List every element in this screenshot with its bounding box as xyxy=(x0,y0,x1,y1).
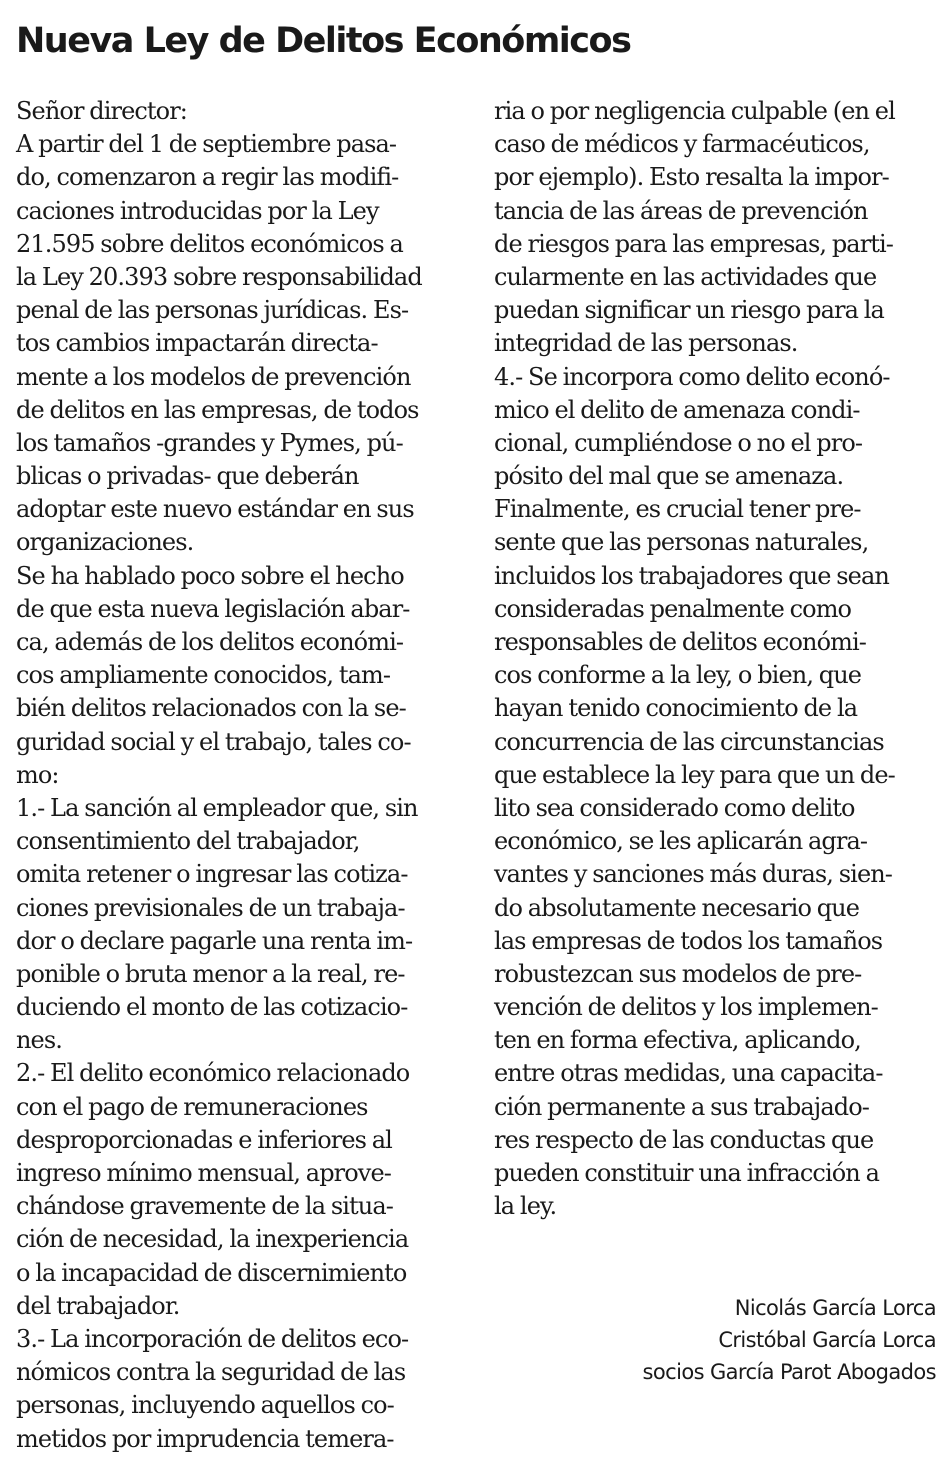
body-text-line: puedan significar un riesgo para la xyxy=(494,296,884,325)
body-text-line: sente que las personas naturales, xyxy=(494,528,869,557)
body-text-line: integridad de las personas. xyxy=(494,329,798,358)
body-text-line: 1.- La sanción al empleador que, sin xyxy=(16,793,418,822)
body-text-line: nes. xyxy=(16,1026,63,1055)
body-text-line: vantes y sanciones más duras, sien- xyxy=(494,860,893,889)
body-text-line: ca, además de los delitos económi- xyxy=(16,628,404,656)
body-text-line: do absolutamente necesario que xyxy=(494,893,860,922)
body-text-line: tos cambios impactarán directa- xyxy=(16,329,378,358)
body-text-line: ciones previsionales de un trabaja- xyxy=(16,893,405,922)
body-text-line: con el pago de remuneraciones xyxy=(16,1092,368,1121)
body-text-line: Finalmente, es crucial tener pre- xyxy=(494,495,861,524)
body-text-line: Señor director: xyxy=(16,97,187,125)
body-text-line: hayan tenido conocimiento de la xyxy=(494,694,858,723)
body-text-line: responsables de delitos económi- xyxy=(494,628,866,656)
body-text-line: tancia de las áreas de prevención xyxy=(494,196,868,225)
letter-headline: Nueva Ley de Delitos Económicos xyxy=(16,21,631,61)
body-text-line: caciones introducidas por la Ley xyxy=(16,196,379,225)
body-text-line: ingreso mínimo mensual, aprove- xyxy=(16,1159,391,1187)
body-text-line: cional, cumpliéndose o no el pro- xyxy=(494,428,863,457)
signature-name-1: Nicolás García Lorca xyxy=(734,1296,936,1320)
body-text-line: incluidos los trabajadores que sean xyxy=(494,561,889,590)
body-text-line: pueden constituir una infracción a xyxy=(494,1159,879,1187)
body-text-line: personas, incluyendo aquellos co- xyxy=(16,1391,394,1420)
body-text-line: 4.- Se incorpora como delito econó- xyxy=(494,362,890,391)
body-text-line: blicas o privadas- que deberán xyxy=(16,462,359,491)
body-text-line: penal de las personas jurídicas. Es- xyxy=(16,296,409,325)
body-text-line: bién delitos relacionados con la se- xyxy=(16,694,406,723)
body-text-line: desproporcionadas e inferiores al xyxy=(16,1125,392,1154)
signature-name-2: Cristóbal García Lorca xyxy=(718,1328,936,1352)
body-text-line: 3.- La incorporación de delitos eco- xyxy=(16,1324,409,1353)
body-text-line: ria o por negligencia culpable (en el xyxy=(494,97,895,125)
body-text-line: la ley. xyxy=(494,1192,557,1221)
body-text-line: la Ley 20.393 sobre responsabilidad xyxy=(16,262,422,291)
body-text-line: lito sea considerado como delito xyxy=(494,793,855,822)
body-text-line: guridad social y el trabajo, tales co- xyxy=(16,727,411,756)
body-text-line: caso de médicos y farmacéuticos, xyxy=(494,130,870,159)
body-text-line: concurrencia de las circunstancias xyxy=(494,727,884,756)
body-text-line: dor o declare pagarle una renta im- xyxy=(16,926,413,955)
body-text-line: consideradas penalmente como xyxy=(494,594,852,623)
body-text-line: metidos por imprudencia temera- xyxy=(16,1424,394,1453)
body-text-line: robustezcan sus modelos de pre- xyxy=(494,959,862,988)
body-text-line: entre otras medidas, una capacita- xyxy=(494,1059,883,1088)
body-text-line: cos conforme a la ley, o bien, que xyxy=(494,661,862,690)
body-text-line: cularmente en las actividades que xyxy=(494,262,877,291)
body-text-line: consentimiento del trabajador, xyxy=(16,827,360,856)
body-text-line: nómicos contra la seguridad de las xyxy=(16,1358,406,1387)
body-text-line: de delitos en las empresas, de todos xyxy=(16,395,419,424)
body-text-line: duciendo el monto de las cotizacio- xyxy=(16,993,408,1022)
body-text-line: ten en forma efectiva, aplicando, xyxy=(494,1026,861,1055)
body-text-line: adoptar este nuevo estándar en sus xyxy=(16,495,414,524)
letter-body-right-column xyxy=(494,95,939,1223)
body-text-line: omita retener o ingresar las cotiza- xyxy=(16,860,408,889)
body-text-line: ponible o bruta menor a la real, re- xyxy=(16,959,405,988)
letter-body-left-column xyxy=(16,95,466,1456)
body-text-line: ción de necesidad, la inexperiencia xyxy=(16,1225,409,1254)
body-text-line: do, comenzaron a regir las modifi- xyxy=(16,163,399,192)
body-text-line: res respecto de las conductas que xyxy=(494,1125,874,1154)
signature-affiliation: socios García Parot Abogados xyxy=(642,1360,936,1384)
body-text-line: los tamaños -grandes y Pymes, pú- xyxy=(16,428,403,457)
body-text-line: pósito del mal que se amenaza. xyxy=(494,462,844,491)
body-text-line: 2.- El delito económico relacionado xyxy=(16,1059,410,1088)
body-text-line: de que esta nueva legislación abar- xyxy=(16,594,410,623)
body-text-line: Se ha hablado poco sobre el hecho xyxy=(16,561,404,590)
body-text-line: mo: xyxy=(16,760,59,789)
body-text-line: o la incapacidad de discernimiento xyxy=(16,1258,407,1287)
body-text-line: que establece la ley para que un de- xyxy=(494,760,895,789)
body-text-line: económico, se les aplicarán agra- xyxy=(494,827,868,856)
body-text-line: chándose gravemente de la situa- xyxy=(16,1192,393,1221)
body-text-line: 21.595 sobre delitos económicos a xyxy=(16,229,403,258)
body-text-line: de riesgos para las empresas, parti- xyxy=(494,229,894,258)
body-text-line: las empresas de todos los tamaños xyxy=(494,926,883,955)
body-text-line: organizaciones. xyxy=(16,528,194,557)
body-text-line: ción permanente a sus trabajado- xyxy=(494,1092,869,1121)
body-text-line: vención de delitos y los implemen- xyxy=(494,993,878,1022)
body-text-line: cos ampliamente conocidos, tam- xyxy=(16,661,391,690)
letter-signature xyxy=(643,1292,936,1388)
body-text-line: A partir del 1 de septiembre pasa- xyxy=(16,130,397,159)
body-text-line: mente a los modelos de prevención xyxy=(16,362,411,391)
body-text-line: mico el delito de amenaza condi- xyxy=(494,395,860,424)
body-text-line: por ejemplo). Esto resalta la impor- xyxy=(494,163,889,192)
body-text-line: del trabajador. xyxy=(16,1291,180,1320)
